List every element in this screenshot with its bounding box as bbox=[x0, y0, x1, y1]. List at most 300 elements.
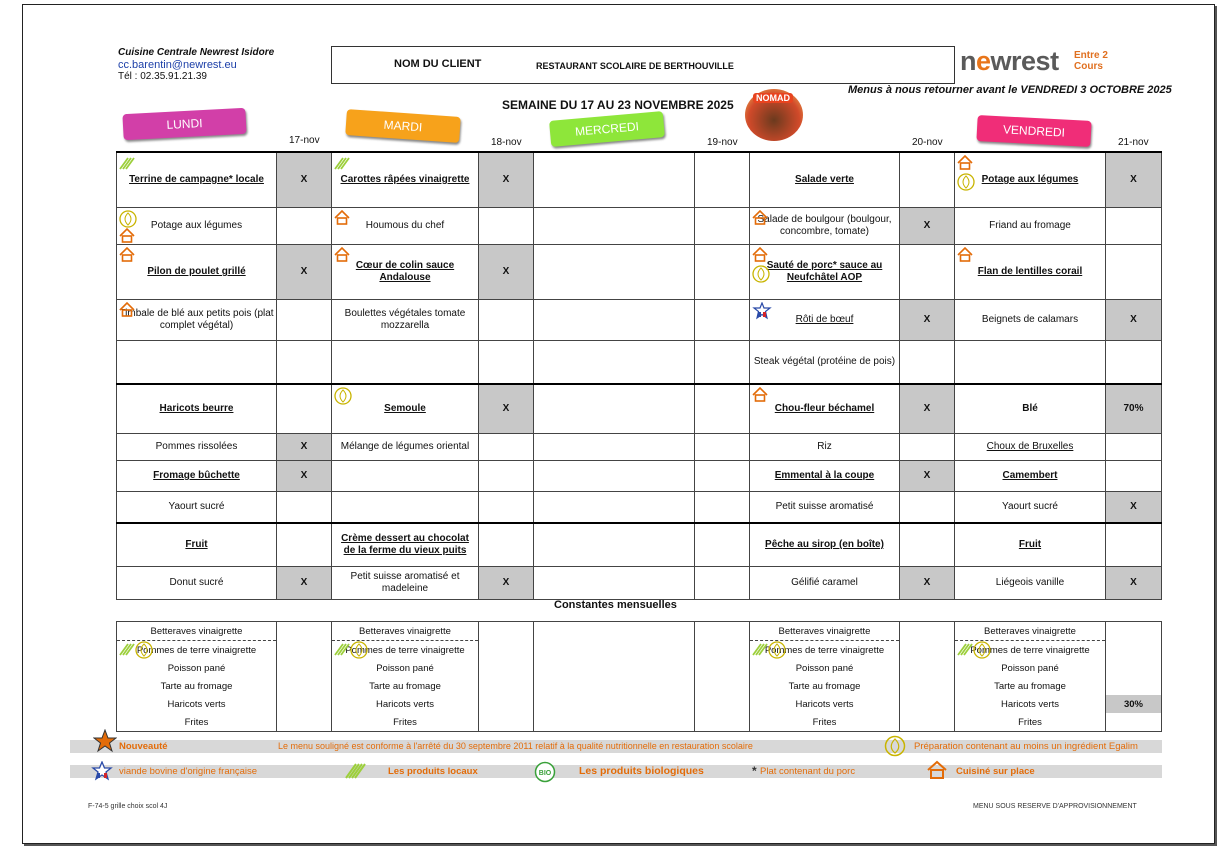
dish-cell bbox=[750, 384, 900, 434]
house-icon bbox=[752, 247, 768, 266]
dish-cell bbox=[117, 208, 277, 245]
choice-cell bbox=[479, 567, 534, 600]
choice-cell bbox=[1106, 523, 1162, 567]
constante-cell bbox=[750, 659, 900, 677]
dish-cell bbox=[332, 208, 479, 245]
constante-choice bbox=[695, 659, 750, 677]
constante-cell bbox=[955, 677, 1106, 695]
choice-cell bbox=[695, 208, 750, 245]
dish-cell bbox=[955, 461, 1106, 492]
dish-cell bbox=[117, 245, 277, 300]
constante-label: Tarte au fromage bbox=[788, 680, 861, 692]
choice-cell bbox=[479, 152, 534, 208]
choice-mark: X bbox=[502, 174, 510, 185]
choice-cell bbox=[1106, 341, 1162, 385]
constantes-title: Constantes mensuelles bbox=[554, 599, 677, 611]
dish-cell bbox=[750, 434, 900, 461]
local-product-icon bbox=[119, 155, 137, 175]
dish-label: Steak végétal (protéine de pois) bbox=[753, 356, 896, 367]
egalim-icon bbox=[752, 265, 770, 287]
choice-cell bbox=[900, 492, 955, 524]
constante-cell bbox=[117, 695, 277, 713]
date-vendredi: 21-nov bbox=[1118, 137, 1149, 148]
constante-label: Betteraves vinaigrette bbox=[359, 625, 451, 637]
constante-cell bbox=[117, 659, 277, 677]
dish-cell bbox=[534, 384, 695, 434]
dish-label: Camembert bbox=[1002, 470, 1058, 481]
dish-label: Cœur de colin sauce Andalouse bbox=[355, 260, 455, 283]
dish-label: Terrine de campagne* locale bbox=[129, 174, 264, 185]
constante-cell bbox=[534, 695, 695, 713]
egalim-icon bbox=[884, 735, 906, 757]
dish-cell bbox=[534, 461, 695, 492]
menu-row bbox=[117, 384, 1162, 434]
choice-cell bbox=[900, 434, 955, 461]
dish-label: Boulettes végétales tomate mozzarella bbox=[344, 308, 466, 331]
constante-choice bbox=[277, 659, 332, 677]
constante-choice bbox=[479, 695, 534, 713]
dish-cell bbox=[534, 434, 695, 461]
choice-cell bbox=[479, 208, 534, 245]
constante-choice bbox=[900, 641, 955, 660]
constante-choice bbox=[479, 713, 534, 732]
dish-cell bbox=[332, 461, 479, 492]
constante-label: Frites bbox=[393, 716, 417, 728]
bio-label: BIO bbox=[538, 770, 552, 777]
dish-label: Pêche au sirop (en boîte) bbox=[765, 539, 884, 550]
choice-cell bbox=[695, 152, 750, 208]
choice-cell bbox=[1106, 208, 1162, 245]
dish-cell bbox=[332, 523, 479, 567]
day-label-vendredi: VENDREDI bbox=[976, 115, 1091, 147]
bio-icon bbox=[534, 761, 556, 783]
constante-choice bbox=[900, 713, 955, 732]
choice-cell bbox=[277, 341, 332, 385]
house-icon bbox=[334, 247, 350, 266]
dish-cell bbox=[534, 523, 695, 567]
choice-cell bbox=[900, 208, 955, 245]
dish-label: Friand au fromage bbox=[989, 220, 1071, 231]
date-lundi: 17-nov bbox=[289, 135, 320, 146]
choice-cell bbox=[695, 384, 750, 434]
dish-cell bbox=[750, 245, 900, 300]
dish-cell bbox=[117, 384, 277, 434]
choice-mark: X bbox=[502, 266, 510, 277]
constante-row bbox=[117, 622, 1162, 641]
constante-cell bbox=[750, 641, 900, 660]
choice-mark: X bbox=[300, 470, 308, 481]
nomad-logo bbox=[745, 89, 803, 141]
constante-label: Betteraves vinaigrette bbox=[778, 625, 871, 637]
dish-cell bbox=[750, 300, 900, 341]
house-icon bbox=[334, 210, 350, 229]
menu-row bbox=[117, 341, 1162, 385]
logo-part-2: e bbox=[976, 46, 991, 76]
dish-label: Timbale de blé aux petits pois (plat complet végétal) bbox=[119, 308, 274, 331]
constante-choice bbox=[900, 695, 955, 713]
entre2cours-logo bbox=[1074, 50, 1108, 72]
constante-label: Haricots verts bbox=[795, 698, 854, 710]
choice-cell bbox=[479, 300, 534, 341]
constante-cell bbox=[332, 659, 479, 677]
constante-cell bbox=[955, 713, 1106, 732]
menu-row bbox=[117, 461, 1162, 492]
legend-porc-star: * bbox=[752, 764, 757, 778]
choice-mark: X bbox=[1130, 577, 1137, 588]
choice-cell bbox=[1106, 152, 1162, 208]
star-icon bbox=[93, 729, 117, 753]
choice-cell bbox=[277, 152, 332, 208]
choice-cell bbox=[479, 492, 534, 524]
menu-row bbox=[117, 245, 1162, 300]
constante-choice bbox=[695, 713, 750, 732]
dish-cell bbox=[955, 341, 1106, 385]
dish-cell bbox=[534, 567, 695, 600]
constante-label: Tarte au fromage bbox=[160, 680, 233, 692]
dish-label: Carottes râpées vinaigrette bbox=[340, 174, 470, 185]
choice-cell bbox=[277, 208, 332, 245]
dish-cell bbox=[750, 208, 900, 245]
choice-cell bbox=[479, 341, 534, 385]
dish-label: Riz bbox=[817, 441, 832, 452]
choice-cell bbox=[695, 341, 750, 385]
choice-cell bbox=[900, 152, 955, 208]
constante-cell bbox=[332, 641, 479, 660]
org-tel: Tél : 02.35.91.21.39 bbox=[118, 71, 207, 82]
dish-cell bbox=[332, 384, 479, 434]
dish-label: Liégeois vanille bbox=[995, 577, 1065, 588]
constante-label: Poisson pané bbox=[167, 662, 226, 674]
choice-cell bbox=[695, 523, 750, 567]
choice-cell bbox=[900, 300, 955, 341]
dish-label: Crème dessert au chocolat de la ferme du vieux puits bbox=[341, 533, 469, 556]
choice-mark: X bbox=[300, 441, 308, 452]
local-product-icon bbox=[334, 155, 352, 175]
choice-mark: X bbox=[1130, 314, 1137, 325]
dish-label: Yaourt sucré bbox=[1002, 501, 1058, 512]
menu-table bbox=[116, 151, 1162, 600]
choice-mark: X bbox=[300, 174, 308, 185]
org-email[interactable]: cc.barentin@newrest.eu bbox=[118, 59, 237, 71]
dish-cell bbox=[955, 567, 1106, 600]
constante-cell bbox=[117, 641, 277, 660]
footer-ref: F-74-5 grille choix scol 4J bbox=[88, 803, 168, 810]
dish-cell bbox=[332, 152, 479, 208]
constante-label: Poisson pané bbox=[376, 662, 434, 674]
constante-cell bbox=[955, 641, 1106, 660]
dish-cell bbox=[750, 492, 900, 524]
dish-cell bbox=[534, 492, 695, 524]
client-box bbox=[331, 46, 955, 84]
dish-cell bbox=[332, 434, 479, 461]
constante-cell bbox=[534, 677, 695, 695]
constante-cell bbox=[534, 641, 695, 660]
dish-label: Petit suisse aromatisé et madeleine bbox=[350, 571, 460, 594]
constante-cell bbox=[534, 713, 695, 732]
constante-cell bbox=[955, 659, 1106, 677]
house-icon bbox=[119, 247, 135, 266]
dish-cell bbox=[534, 341, 695, 385]
dish-label: Donut sucré bbox=[169, 577, 224, 588]
choice-cell bbox=[479, 523, 534, 567]
constante-choice bbox=[479, 622, 534, 641]
house-icon bbox=[926, 760, 948, 780]
legend-bar-2 bbox=[70, 765, 1162, 778]
choice-cell bbox=[695, 567, 750, 600]
dish-cell bbox=[534, 208, 695, 245]
constante-choice bbox=[695, 695, 750, 713]
house-icon bbox=[119, 302, 135, 321]
constante-choice bbox=[695, 641, 750, 660]
dish-label: Pommes rissolées bbox=[155, 441, 238, 452]
dish-label: Mélange de légumes oriental bbox=[340, 441, 470, 452]
constante-row bbox=[117, 677, 1162, 695]
constante-cell bbox=[332, 677, 479, 695]
constante-pct: 30% bbox=[1123, 698, 1143, 710]
choice-cell bbox=[277, 384, 332, 434]
constante-cell bbox=[117, 622, 277, 641]
dish-label: Semoule bbox=[384, 403, 426, 414]
constante-cell bbox=[534, 659, 695, 677]
dish-cell bbox=[117, 341, 277, 385]
constante-choice bbox=[277, 677, 332, 695]
constante-label: Pommes de terre vinaigrette bbox=[345, 644, 465, 656]
constante-label: Haricots verts bbox=[167, 698, 226, 710]
menu-row bbox=[117, 492, 1162, 524]
choice-cell bbox=[1106, 567, 1162, 600]
constante-cell bbox=[332, 622, 479, 641]
constante-choice bbox=[277, 641, 332, 660]
choice-cell bbox=[277, 434, 332, 461]
newrest-logo bbox=[960, 46, 1059, 77]
dish-cell bbox=[750, 341, 900, 385]
dish-cell bbox=[332, 341, 479, 385]
logo-part-3: wrest bbox=[990, 46, 1059, 76]
dish-label: Beignets de calamars bbox=[981, 314, 1079, 325]
choice-cell bbox=[479, 384, 534, 434]
menu-row bbox=[117, 152, 1162, 208]
constante-label: Haricots verts bbox=[1000, 698, 1060, 710]
choice-mark: 70% bbox=[1123, 403, 1144, 414]
constante-cell bbox=[332, 695, 479, 713]
constante-choice bbox=[277, 695, 332, 713]
constante-row bbox=[117, 695, 1162, 713]
choice-cell bbox=[1106, 461, 1162, 492]
constante-cell bbox=[750, 622, 900, 641]
legend-bar-1 bbox=[70, 740, 1162, 753]
dish-cell bbox=[117, 567, 277, 600]
choice-cell bbox=[900, 245, 955, 300]
choice-cell bbox=[479, 434, 534, 461]
constante-cell bbox=[955, 695, 1106, 713]
dish-cell bbox=[955, 152, 1106, 208]
legend-locaux: Les produits locaux bbox=[388, 766, 478, 777]
dish-label: Houmous du chef bbox=[365, 220, 445, 231]
dish-label: Salade de boulgour (boulgour, concombre, tomate) bbox=[757, 214, 892, 237]
dish-label: Haricots beurre bbox=[159, 403, 234, 414]
constantes-table bbox=[116, 621, 1162, 732]
constante-cell bbox=[750, 677, 900, 695]
constante-choice bbox=[1106, 659, 1162, 677]
menu-row bbox=[117, 300, 1162, 341]
date-mercredi: 19-nov bbox=[707, 137, 738, 148]
constante-label: Tarte au fromage bbox=[994, 680, 1066, 692]
constante-choice bbox=[1106, 677, 1162, 695]
dish-label: Yaourt sucré bbox=[168, 501, 225, 512]
constante-row bbox=[117, 659, 1162, 677]
constante-cell bbox=[750, 695, 900, 713]
constante-label: Frites bbox=[1018, 716, 1042, 728]
legend-nouveaute: Nouveauté bbox=[119, 741, 168, 752]
constante-cell bbox=[117, 677, 277, 695]
dish-label: Fromage bûchette bbox=[153, 470, 240, 481]
constante-choice bbox=[277, 713, 332, 732]
day-label-mercredi: MERCREDI bbox=[549, 111, 665, 147]
dish-cell bbox=[750, 567, 900, 600]
constante-cell bbox=[117, 713, 277, 732]
legend-porc: Plat contenant du porc bbox=[760, 766, 856, 777]
client-label: NOM DU CLIENT bbox=[394, 58, 482, 70]
dish-cell bbox=[117, 152, 277, 208]
legend-conforme: Le menu souligné est conforme à l'arrêté du 30 septembre 2011 relatif à la qualité nutritionnelle en restauration scolaire bbox=[278, 741, 753, 751]
dish-cell bbox=[534, 245, 695, 300]
choice-cell bbox=[277, 523, 332, 567]
dish-cell bbox=[534, 300, 695, 341]
legend-bovine: viande bovine d'origine française bbox=[119, 766, 258, 777]
client-value: RESTAURANT SCOLAIRE DE BERTHOUVILLE bbox=[536, 61, 734, 71]
org-contact bbox=[118, 47, 274, 83]
legend-egalim: Préparation contenant au moins un ingrédient Egalim bbox=[914, 741, 1138, 752]
house-icon bbox=[957, 247, 973, 266]
choice-mark: X bbox=[502, 577, 510, 588]
dish-cell bbox=[332, 245, 479, 300]
choice-cell bbox=[900, 523, 955, 567]
choice-cell bbox=[1106, 434, 1162, 461]
legend-bio: Les produits biologiques bbox=[579, 765, 704, 777]
dish-label: Choux de Bruxelles bbox=[986, 441, 1074, 452]
constante-cell bbox=[750, 713, 900, 732]
dish-cell bbox=[117, 492, 277, 524]
choice-cell bbox=[695, 300, 750, 341]
day-label-lundi: LUNDI bbox=[122, 108, 246, 140]
dish-label: Emmental à la coupe bbox=[774, 470, 875, 481]
constante-label: Pommes de terre vinaigrette bbox=[970, 644, 1090, 656]
dish-label: Rôti de bœuf bbox=[795, 314, 854, 325]
constante-cell bbox=[534, 622, 695, 641]
constante-label: Frites bbox=[184, 716, 209, 728]
constante-row bbox=[117, 713, 1162, 732]
choice-mark: X bbox=[300, 577, 308, 588]
dish-cell bbox=[750, 461, 900, 492]
date-jeudi: 20-nov bbox=[912, 137, 943, 148]
choice-mark: X bbox=[300, 266, 308, 277]
constante-choice bbox=[1106, 713, 1162, 732]
choice-cell bbox=[277, 300, 332, 341]
menu-row bbox=[117, 434, 1162, 461]
choice-cell bbox=[277, 567, 332, 600]
constante-cell bbox=[332, 713, 479, 732]
constante-label: Poisson pané bbox=[1001, 662, 1059, 674]
dish-label: Flan de lentilles corail bbox=[977, 266, 1083, 277]
dish-label: Blé bbox=[1022, 403, 1038, 414]
dish-cell bbox=[955, 245, 1106, 300]
choice-cell bbox=[277, 245, 332, 300]
dish-label: Pilon de poulet grillé bbox=[147, 266, 246, 277]
choice-mark: X bbox=[1130, 501, 1137, 512]
legend-cuisine: Cuisiné sur place bbox=[956, 766, 1035, 777]
dish-cell bbox=[955, 300, 1106, 341]
constante-choice bbox=[900, 659, 955, 677]
day-label-mardi: MARDI bbox=[345, 109, 461, 143]
constante-row bbox=[117, 641, 1162, 660]
menu-row bbox=[117, 208, 1162, 245]
dish-label: Fruit bbox=[185, 539, 208, 550]
choice-mark: X bbox=[1130, 174, 1137, 185]
dish-label: Gélifié caramel bbox=[791, 577, 858, 588]
constante-choice bbox=[900, 677, 955, 695]
choice-cell bbox=[900, 384, 955, 434]
constante-choice bbox=[479, 659, 534, 677]
org-name: Cuisine Centrale Newrest Isidore bbox=[118, 47, 275, 58]
dish-cell bbox=[750, 523, 900, 567]
choice-cell bbox=[1106, 492, 1162, 524]
constante-label: Pommes de terre vinaigrette bbox=[136, 644, 257, 656]
dish-label: Fruit bbox=[1018, 539, 1042, 550]
constante-label: Betteraves vinaigrette bbox=[150, 625, 243, 637]
nomad-label: NOMAD bbox=[753, 93, 793, 103]
dish-label: Petit suisse aromatisé bbox=[775, 501, 874, 512]
date-mardi: 18-nov bbox=[491, 137, 522, 148]
constante-label: Haricots verts bbox=[375, 698, 435, 710]
dish-cell bbox=[332, 492, 479, 524]
dish-cell bbox=[955, 434, 1106, 461]
constante-choice bbox=[479, 677, 534, 695]
dish-cell bbox=[750, 152, 900, 208]
constante-label: Poisson pané bbox=[795, 662, 854, 674]
constante-label: Pommes de terre vinaigrette bbox=[764, 644, 885, 656]
choice-mark: X bbox=[923, 470, 931, 481]
french-beef-icon bbox=[91, 761, 113, 781]
constante-label: Betteraves vinaigrette bbox=[984, 625, 1076, 637]
constante-cell bbox=[955, 622, 1106, 641]
local-products-icon bbox=[344, 760, 368, 782]
house-icon bbox=[119, 228, 135, 245]
dish-cell bbox=[955, 523, 1106, 567]
choice-cell bbox=[900, 341, 955, 385]
logo2-line1: Entre 2 bbox=[1074, 50, 1108, 61]
constante-choice bbox=[479, 641, 534, 660]
house-icon bbox=[752, 210, 768, 229]
dish-cell bbox=[117, 523, 277, 567]
dish-cell bbox=[117, 300, 277, 341]
dish-label: Potage aux légumes bbox=[981, 174, 1079, 185]
return-deadline: Menus à nous retourner avant le VENDREDI 3 OCTOBRE 2025 bbox=[848, 84, 1172, 96]
dish-cell bbox=[117, 434, 277, 461]
constante-choice bbox=[277, 622, 332, 641]
choice-cell bbox=[277, 461, 332, 492]
choice-cell bbox=[695, 492, 750, 524]
choice-cell bbox=[479, 245, 534, 300]
menu-row bbox=[117, 523, 1162, 567]
egalim-icon bbox=[957, 173, 975, 195]
logo-part-1: n bbox=[960, 46, 976, 76]
choice-cell bbox=[1106, 384, 1162, 434]
constante-choice bbox=[1106, 622, 1162, 641]
constante-label: Frites bbox=[812, 716, 837, 728]
choice-cell bbox=[900, 567, 955, 600]
dish-label: Salade verte bbox=[795, 174, 854, 185]
dish-label: Sauté de porc* sauce au Neufchâtel AOP bbox=[766, 260, 883, 283]
